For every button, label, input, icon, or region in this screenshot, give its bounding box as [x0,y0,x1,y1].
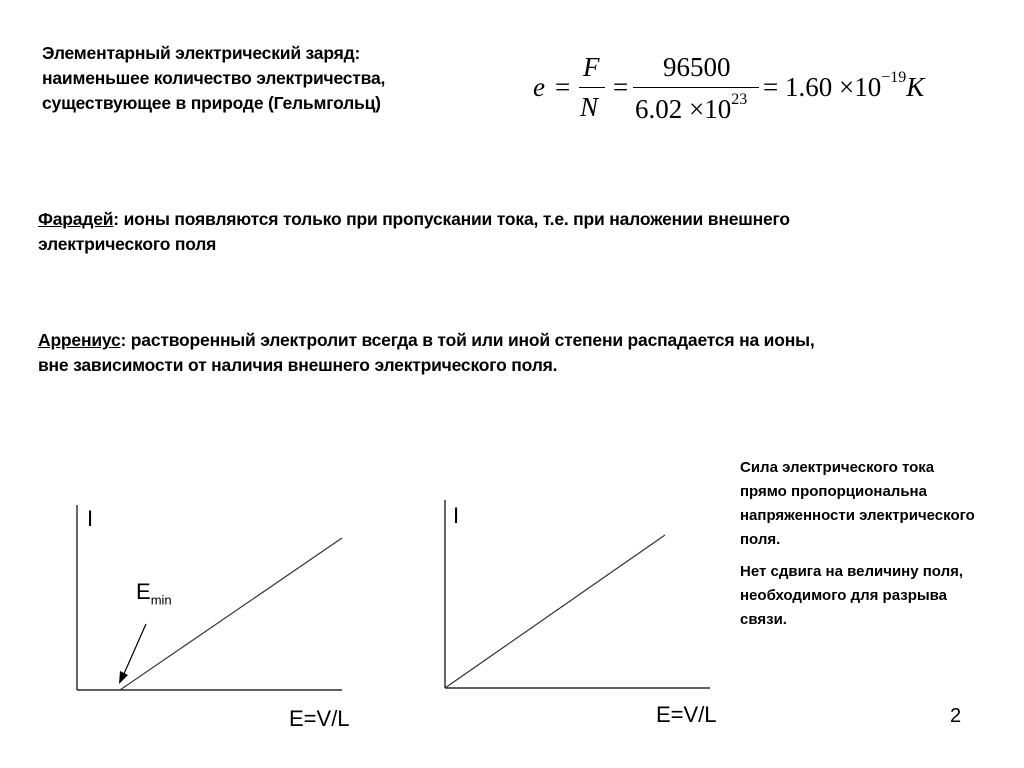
graph-right-line [445,535,665,688]
graph-right-svg [400,0,730,768]
formula-unit: К [906,72,925,102]
formula-denominator-exp: 23 [731,91,748,108]
formula-denominator-base: 6.02 ×10 [635,94,732,124]
arrhenius-text-2: вне зависимости от наличия внешнего электрического поля. [38,355,558,375]
formula-numerator: 96500 [663,52,731,82]
arrhenius-name: Аррениус [38,330,121,350]
graph-left-svg [0,0,400,768]
side-note-paragraph-1: Сила электрического тока прямо пропорциональна напряженности электрического поля. [740,459,975,548]
graph-left [0,0,400,768]
formula-e: e [533,72,545,102]
definition-line-1: Элементарный электрический заряд: [42,43,361,63]
faraday-text-2: электрического поля [38,234,217,254]
formula-result [763,69,925,103]
side-note [740,456,980,640]
side-note-paragraph-2: Нет сдвига на величину поля, необходимого для разрыва связи. [740,563,964,628]
graph-right-x-label: E=V/L [656,702,717,727]
page-number: 2 [950,705,962,727]
graph-left-annotation [136,579,172,607]
formula-F: F [583,52,600,82]
formula-result-exp: −19 [881,69,907,86]
graph-left-y-label: I [87,506,94,531]
formula-equals-1: = [555,72,571,102]
formula-N: N [580,92,599,122]
graph-left-annotation-main: E [136,579,151,604]
arrhenius-text-1: : растворенный электролит всегда в той или иной степени распадается на ионы, [120,330,815,350]
definition-line-2: наименьшее количество электричества, [42,68,386,88]
definition-line-3: существующее в природе (Гельмгольц) [42,93,381,113]
graph-left-arrow-head [119,671,128,684]
graph-left-annotation-sub: min [150,592,172,608]
graph-left-arrow-shaft [123,624,146,676]
formula-result-base: = 1.60 ×10 [763,72,882,102]
graph-right [400,0,730,768]
graph-right-y-label: I [453,503,460,528]
graph-left-x-label: E=V/L [289,706,350,731]
formula-equals-2: = [613,72,629,102]
graph-left-line [120,538,342,690]
faraday-text-1: : ионы появляются только при пропускании тока, т.е. при наложении внешнего [113,209,790,229]
faraday-name: Фарадей [38,209,114,229]
